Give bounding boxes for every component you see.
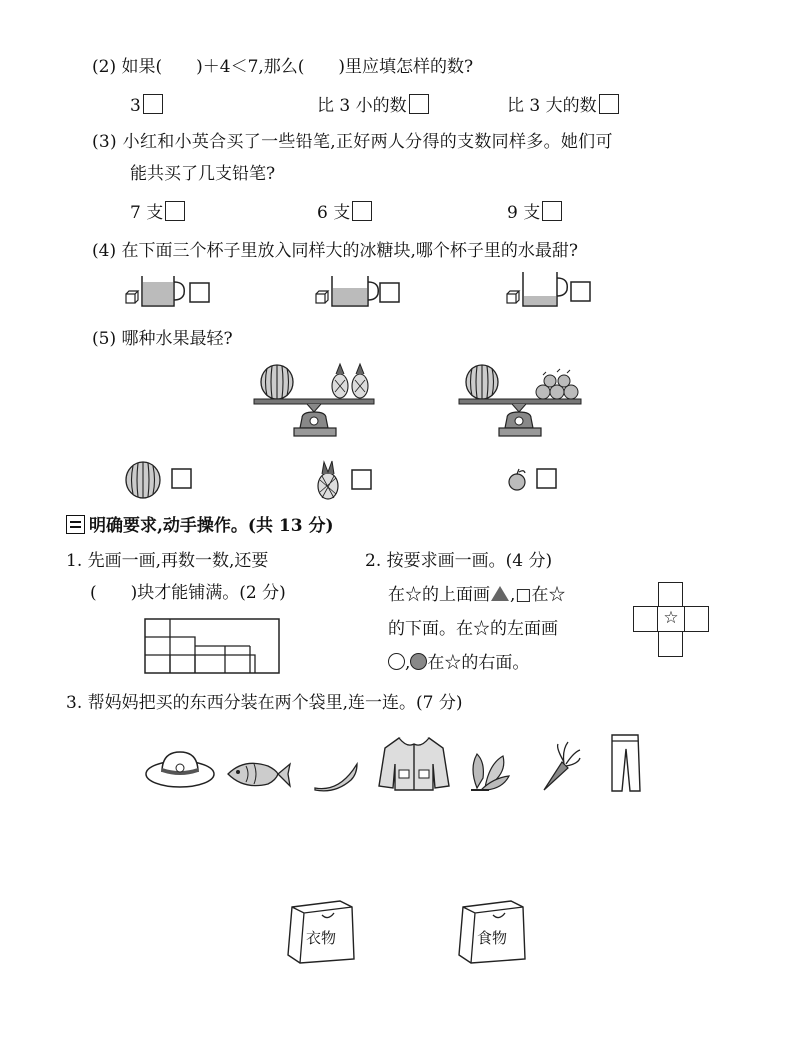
q4-stem: (4) 在下面三个杯子里放入同样大的冰糖块,哪个杯子里的水最甜?	[92, 241, 579, 261]
hat-icon[interactable]	[144, 744, 220, 794]
part1-line1: 1. 先画一画,再数一数,还要	[66, 551, 269, 571]
answer-box[interactable]	[352, 470, 371, 489]
clothing-bag[interactable]	[286, 897, 358, 965]
balance-scale-icon	[252, 360, 382, 445]
q3-option-3: 9 支	[507, 201, 562, 224]
circle-icon	[388, 653, 405, 670]
answer-box[interactable]	[571, 282, 590, 301]
part1-line2: ( )块才能铺满。(2 分)	[90, 583, 286, 603]
part2-line1: 2. 按要求画一画。(4 分)	[365, 551, 553, 571]
filled-circle-icon	[410, 653, 427, 670]
answer-box[interactable]	[542, 201, 562, 221]
q3-option-1: 7 支	[130, 201, 185, 224]
answer-box[interactable]	[165, 201, 185, 221]
cross-grid[interactable]	[633, 582, 709, 658]
answer-box[interactable]	[190, 283, 209, 302]
pineapple-icon	[316, 458, 396, 500]
cup-icon	[505, 268, 605, 310]
part2-line4: , 在☆的右面。	[388, 652, 529, 674]
vegetable-icon[interactable]	[463, 748, 515, 794]
part2-line2: 在☆的上面画 ,□在☆	[388, 585, 566, 605]
q2-option-2: 比 3 小的数	[317, 94, 429, 117]
section-number-icon	[66, 515, 85, 534]
q3-line2: 能共买了几支铅笔?	[130, 164, 276, 184]
q3-option-2: 6 支	[317, 201, 372, 224]
answer-box[interactable]	[537, 469, 556, 488]
balance-scale-icon	[455, 360, 585, 445]
answer-box[interactable]	[380, 283, 399, 302]
q2-stem: (2) 如果( )＋4＜7,那么( )里应填怎样的数?	[92, 57, 474, 77]
answer-box[interactable]	[409, 94, 429, 114]
answer-box[interactable]	[143, 94, 163, 114]
trousers-icon[interactable]	[606, 733, 646, 795]
q2-option-3: 比 3 大的数	[507, 94, 619, 117]
watermelon-icon	[124, 461, 204, 499]
tiling-grid	[144, 618, 284, 676]
banana-icon[interactable]	[311, 760, 361, 794]
bag-label: 食物	[477, 929, 508, 947]
star-icon: ☆	[657, 606, 685, 632]
triangle-icon	[491, 586, 509, 601]
answer-box[interactable]	[172, 469, 191, 488]
jacket-icon[interactable]	[377, 734, 451, 794]
part2-line3: 的下面。在☆的左面画	[388, 619, 558, 639]
bag-label: 衣物	[306, 929, 337, 947]
q2-option-1: 3	[130, 94, 163, 117]
carrot-icon[interactable]	[538, 740, 582, 794]
food-bag[interactable]	[457, 897, 529, 965]
apple-icon	[505, 464, 585, 496]
cup-icon	[314, 270, 414, 310]
part3-line1: 3. 帮妈妈把买的东西分装在两个袋里,连一连。(7 分)	[66, 693, 463, 713]
answer-box[interactable]	[352, 201, 372, 221]
answer-box[interactable]	[599, 94, 619, 114]
q5-stem: (5) 哪种水果最轻?	[92, 329, 233, 349]
cup-icon	[124, 270, 224, 310]
q3-line1: (3) 小红和小英合买了一些铅笔,正好两人分得的支数同样多。她们可	[92, 132, 613, 152]
section-three-title: 明确要求,动手操作。(共 13 分)	[66, 515, 334, 537]
fish-icon[interactable]	[224, 758, 294, 792]
